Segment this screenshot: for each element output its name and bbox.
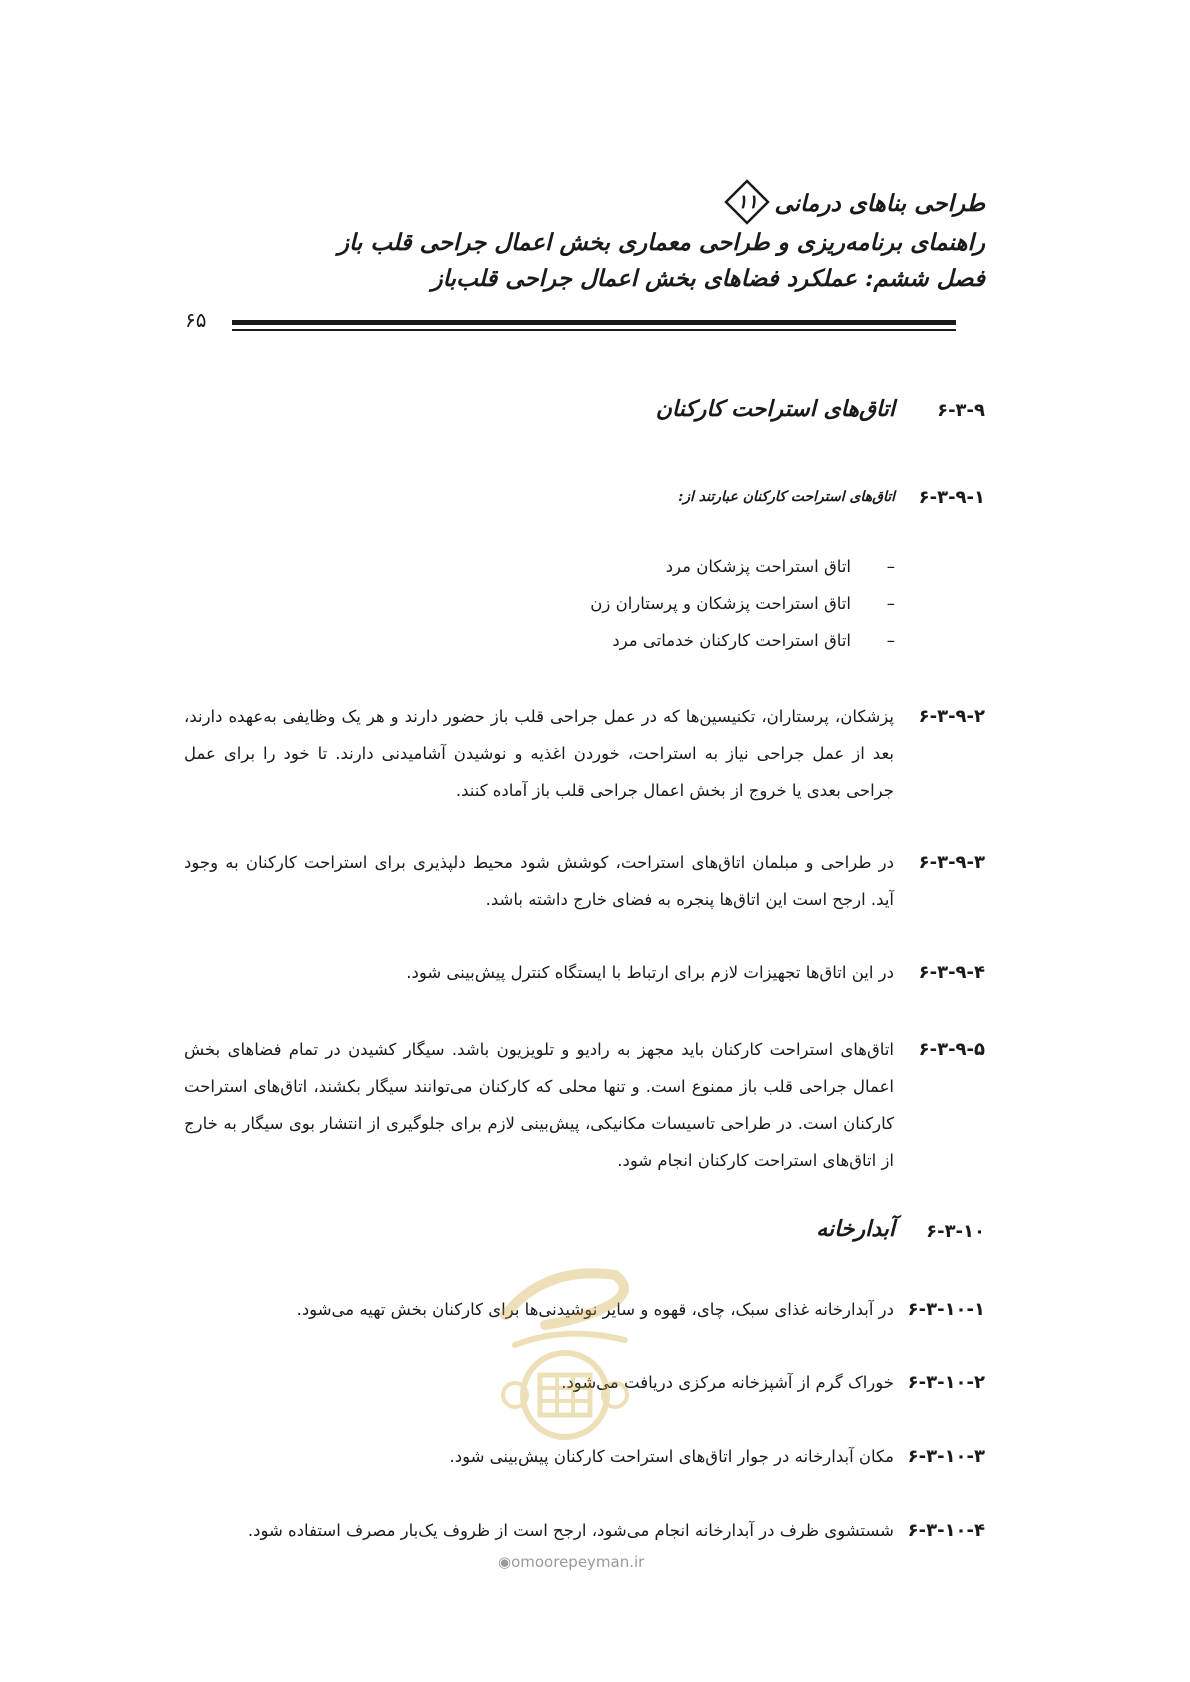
running-header	[185, 183, 985, 297]
page-number: ۶۵	[185, 308, 207, 332]
bullet-dash: –	[886, 594, 895, 613]
series-title: طراحی بناهای درمانی	[774, 190, 985, 217]
item-number: ۶-۳-۱۰-۴	[907, 1520, 985, 1541]
book-title: راهنمای برنامه‌ریزی و طراحی معماری بخش اعمال جراحی قلب باز	[337, 229, 985, 256]
seal-logo-icon	[485, 1245, 645, 1465]
paragraph: در طراحی و مبلمان اتاق‌های استراحت، کوشش شود محیط دلپذیری برای استراحت کارکنان به وجود آید. ارجح است این اتاق‌ها پنجره به فضای خارج داشته باشد.	[184, 853, 894, 909]
paragraph: اتاق‌های استراحت کارکنان باید مجهز به رادیو و تلویزیون باشد. سیگار کشیدن در تمام فضاهای بخش اعمال جراحی قلب باز ممنوع است. و تنها محلی که کارکنان می‌توانند سیگار بکشند، اتاق‌های استراحت کارکنان است. در طراحی تاسیسات مکانیکی، پیش‌بینی لازم برای جلوگیری از انتشار بوی سیگار به خارج از اتاق‌های استراحت کارکنان انجام شود.	[184, 1040, 894, 1170]
bullet-dash: –	[886, 557, 895, 576]
list-item-text: اتاق استراحت کارکنان خدماتی مرد	[612, 631, 851, 650]
item-subtitle: اتاق‌های استراحت کارکنان عبارتند از:	[678, 489, 895, 505]
paragraph: مکان آبدارخانه در جوار اتاق‌های استراحت کارکنان پیش‌بینی شود.	[449, 1447, 894, 1466]
bullet-list	[295, 548, 895, 659]
paragraph: خوراک گرم از آشپزخانه مرکزی دریافت می‌شود.	[561, 1373, 894, 1392]
item-number: ۶-۳-۹-۳	[918, 852, 985, 873]
item-number: ۶-۳-۹-۲	[918, 706, 985, 727]
list-item-text: اتاق استراحت پزشکان و پرستاران زن	[590, 594, 851, 613]
header-rule-thin	[232, 329, 956, 331]
chapter-title: فصل ششم: عملکرد فضاهای بخش اعمال جراحی قلب‌باز	[431, 265, 985, 292]
section-number: ۶-۳-۹	[937, 400, 985, 421]
globe-icon: ◉	[498, 1553, 512, 1571]
paragraph: شستشوی ظرف در آبدارخانه انجام می‌شود، ارجح است از ظروف یک‌بار مصرف استفاده شود.	[247, 1521, 894, 1540]
series-title-row	[185, 183, 985, 225]
item-number: ۶-۳-۹-۱	[918, 487, 985, 508]
series-number: ۱۱	[737, 191, 758, 213]
item-number: ۶-۳-۱۰-۲	[907, 1372, 985, 1393]
list-item-text: اتاق استراحت پزشکان مرد	[665, 557, 851, 576]
bullet-dash: –	[886, 631, 895, 650]
watermark-site-text: omoorepeyman.ir	[511, 1553, 645, 1571]
list-item	[295, 548, 895, 585]
series-number-badge	[724, 179, 770, 225]
section-title: آبدارخانه	[816, 1216, 895, 1242]
header-rule-thick	[232, 320, 956, 325]
item-number: ۶-۳-۹-۴	[918, 962, 985, 983]
item-number: ۶-۳-۱۰-۱	[907, 1299, 985, 1320]
paragraph: پزشکان، پرستاران، تکنیسین‌ها که در عمل جراحی قلب باز حضور دارند و هر یک وظایفی به‌عهده دارند، بعد از عمل جراحی نیاز به استراحت، خوردن اغذیه و نوشیدن آشامیدنی دارند. تا خود را برای عمل جراحی بعدی یا خروج از بخش اعمال جراحی قلب باز آماده کنند.	[184, 707, 894, 800]
paragraph: در این اتاق‌ها تجهیزات لازم برای ارتباط با ایستگاه کنترل پیش‌بینی شود.	[406, 963, 894, 982]
list-item	[295, 622, 895, 659]
paragraph: در آبدارخانه غذای سبک، چای، قهوه و سایر نوشیدنی‌ها برای کارکنان بخش تهیه می‌شود.	[296, 1300, 894, 1319]
item-number: ۶-۳-۱۰-۳	[907, 1446, 985, 1467]
item-number: ۶-۳-۹-۵	[918, 1039, 985, 1060]
section-title: اتاق‌های استراحت کارکنان	[655, 396, 895, 422]
list-item	[295, 585, 895, 622]
watermark-site	[498, 1553, 644, 1571]
section-number: ۶-۳-۱۰	[926, 1221, 985, 1242]
